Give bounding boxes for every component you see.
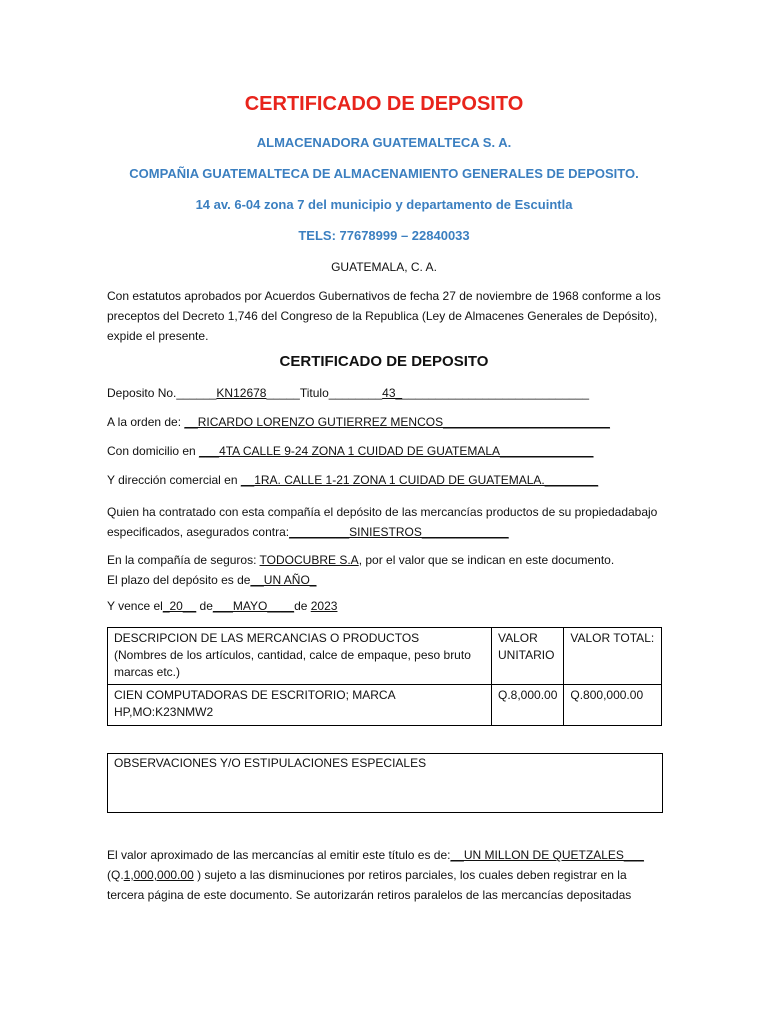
domicilio-line [107,444,593,458]
company-full-name: COMPAÑIA GUATEMALTECA DE ALMACENAMIENTO GENERALES DE DEPOSITO. [129,166,639,181]
merchandise-table [107,627,662,726]
valor-amount: 1,000,000.00 [123,868,194,882]
deposit-number: KN12678 [216,386,267,400]
header-description: DESCRIPCION DE LAS MERCANCIAS O PRODUCTOS (Nombres de los artículos, cantidad, calce de empaque, peso bruto marcas etc.) [108,628,492,685]
contrato-value: _________SINIESTROS_____________ [289,525,509,539]
valor-paragraph [107,845,663,905]
titulo-fill: ____________________________ [402,386,590,400]
plazo-value: __UN AÑO_ [250,573,317,587]
section-subtitle: CERTIFICADO DE DEPOSITO [279,353,489,370]
contrato-text: Quien ha contratado con esta compañía el depósito de las mercancías productos de su propiedadabajo especificados, asegurados contra: [107,505,658,539]
domicilio-label: Con domicilio en [107,444,200,458]
observaciones-label: OBSERVACIONES Y/O ESTIPULACIONES ESPECIALES [114,756,427,770]
direccion-line [107,473,598,487]
orden-value: __RICARDO LORENZO GUTIERREZ MENCOS_________________________ [184,415,610,429]
row-description: CIEN COMPUTADORAS DE ESCRITORIO; MARCA HP,MO:K23NMW2 [108,685,492,726]
observaciones-box [107,753,663,813]
valor-text-2: ) sujeto a las disminuciones por retiros parciales, los cuales deben registrar en la tercera página de este documento. Se autorizarán retiros paralelos de las mercancías depositadas [107,868,632,902]
row-unit-value: Q.8,000.00 [492,685,564,726]
company-phones: TELS: 77678999 – 22840033 [298,228,470,243]
table-header-row [108,628,662,685]
row-total-value: Q.800,000.00 [564,685,662,726]
titulo-label: _____Titulo________ [266,386,383,400]
direccion-value: __1RA. CALLE 1-21 ZONA 1 CUIDAD DE GUATEMALA.________ [240,473,599,487]
orden-line [107,415,610,429]
header-total-value: VALOR TOTAL: [564,628,662,685]
vence-de-1: de [196,599,213,613]
seguro-rest: , por el valor que se indican en este documento. [358,553,615,567]
seguro-company: TODOCUBRE S.A [259,553,359,567]
vence-line [107,599,337,613]
valor-open: (Q. [107,868,124,882]
seguro-label: En la compañía de seguros: [107,553,260,567]
page-title: CERTIFICADO DE DEPOSITO [244,93,524,115]
vence-day: _20__ [162,599,197,613]
deposit-label: Deposito No.______ [107,386,217,400]
vence-de-2: de [294,599,311,613]
orden-label: A la orden de: [107,415,185,429]
intro-paragraph: Con estatutos aprobados por Acuerdos Gubernativos de fecha 27 de noviembre de 1968 conforme a los preceptos del Decreto 1,746 del Congreso de la Republica (Ley de Almacenes Generales de Depósito), expide el presente. [107,289,661,343]
country-line: GUATEMALA, C. A. [331,260,437,274]
plazo-label: El plazo del depósito es de [107,573,251,587]
company-address: 14 av. 6-04 zona 7 del municipio y departamento de Escuintla [195,197,573,212]
direccion-label: Y dirección comercial en [107,473,241,487]
header-unit-value: VALOR UNITARIO [492,628,564,685]
titulo-value: 43_ [382,386,403,400]
company-name: ALMACENADORA GUATEMALTECA S. A. [256,135,512,150]
contrato-paragraph [107,502,663,542]
vence-month: ___MAYO____ [212,599,295,613]
valor-amount-words: __UN MILLON DE QUETZALES___ [450,848,644,862]
seguro-paragraph [107,550,663,590]
deposit-line [107,386,589,400]
valor-text-1: El valor aproximado de las mercancías al emitir este título es de: [107,848,451,862]
vence-label: Y vence el [107,599,163,613]
table-row [108,685,662,726]
domicilio-value: ___4TA CALLE 9-24 ZONA 1 CUIDAD DE GUATEMALA______________ [199,444,594,458]
vence-year: 2023 [310,599,338,613]
